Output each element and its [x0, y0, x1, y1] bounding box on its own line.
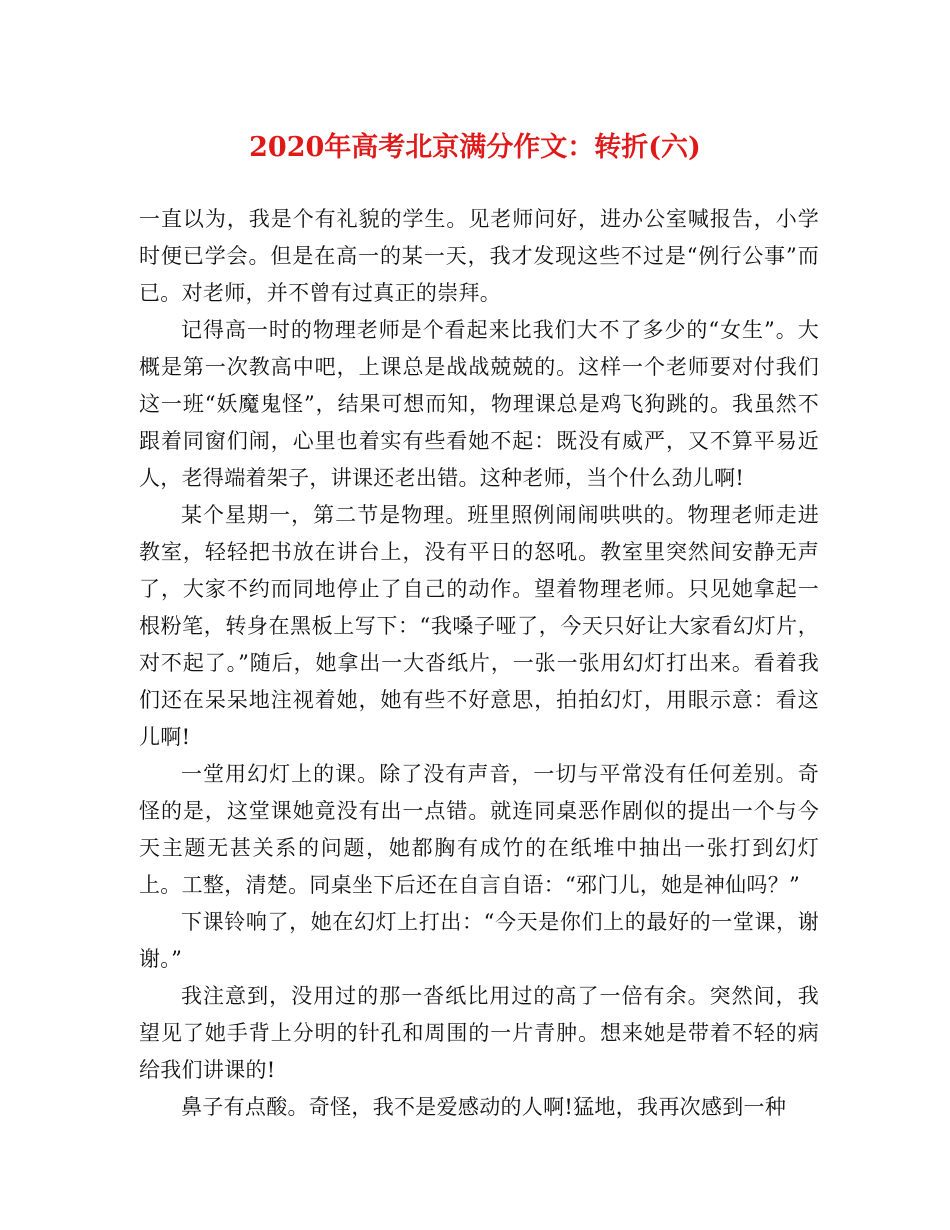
paragraph-5: 下课铃响了，她在幻灯上打出：“今天是你们上的最好的一堂课，谢谢。”: [139, 910, 819, 971]
document-body: [139, 201, 819, 1126]
paragraph-4: 一堂用幻灯上的课。除了没有声音，一切与平常没有任何差别。奇怪的是，这堂课她竟没有出一点错。就连同桌恶作剧似的提出一个与今天主题无甚关系的问题，她都胸有成竹的在纸堆中抽出一张打到幻灯上。工整，清楚。同桌坐下后还在自言自语：“邪门儿，她是神仙吗？”: [139, 762, 819, 897]
paragraph-2: 记得高一时的物理老师是个看起来比我们大不了多少的“女生”。大概是第一次教高中吧，上课总是战战兢兢的。这样一个老师要对付我们这一班“妖魔鬼怪”，结果可想而知，物理课总是鸡飞狗跳的。我虽然不跟着同窗们闹，心里也着实有些看她不起：既没有威严，又不算平易近人，老得端着架子，讲课还老出错。这种老师，当个什么劲儿啊!: [139, 318, 819, 490]
paragraph-6: 我注意到，没用过的那一沓纸比用过的高了一倍有余。突然间，我望见了她手背上分明的针孔和周围的一片青肿。想来她是带着不轻的病给我们讲课的!: [139, 984, 819, 1082]
paragraph-7: 鼻子有点酸。奇怪，我不是爱感动的人啊!猛地，我再次感到一种: [181, 1095, 787, 1119]
paragraph-3: 某个星期一，第二节是物理。班里照例闹闹哄哄的。物理老师走进教室，轻轻把书放在讲台上，没有平日的怒吼。教室里突然间安静无声了，大家不约而同地停止了自己的动作。望着物理老师。只见她拿起一根粉笔，转身在黑板上写下：“我嗓子哑了，今天只好让大家看幻灯片，对不起了。”随后，她拿出一大沓纸片，一张一张用幻灯打出来。看着我们还在呆呆地注视着她，她有些不好意思，拍拍幻灯，用眼示意：看这儿啊!: [139, 503, 819, 749]
document-title: 2020年高考北京满分作文：转折(六): [249, 132, 701, 163]
paragraph-1: 一直以为，我是个有礼貌的学生。见老师问好，进办公室喊报告，小学时便已学会。但是在高一的某一天，我才发现这些不过是“例行公事”而已。对老师，并不曾有过真正的崇拜。: [139, 207, 819, 305]
